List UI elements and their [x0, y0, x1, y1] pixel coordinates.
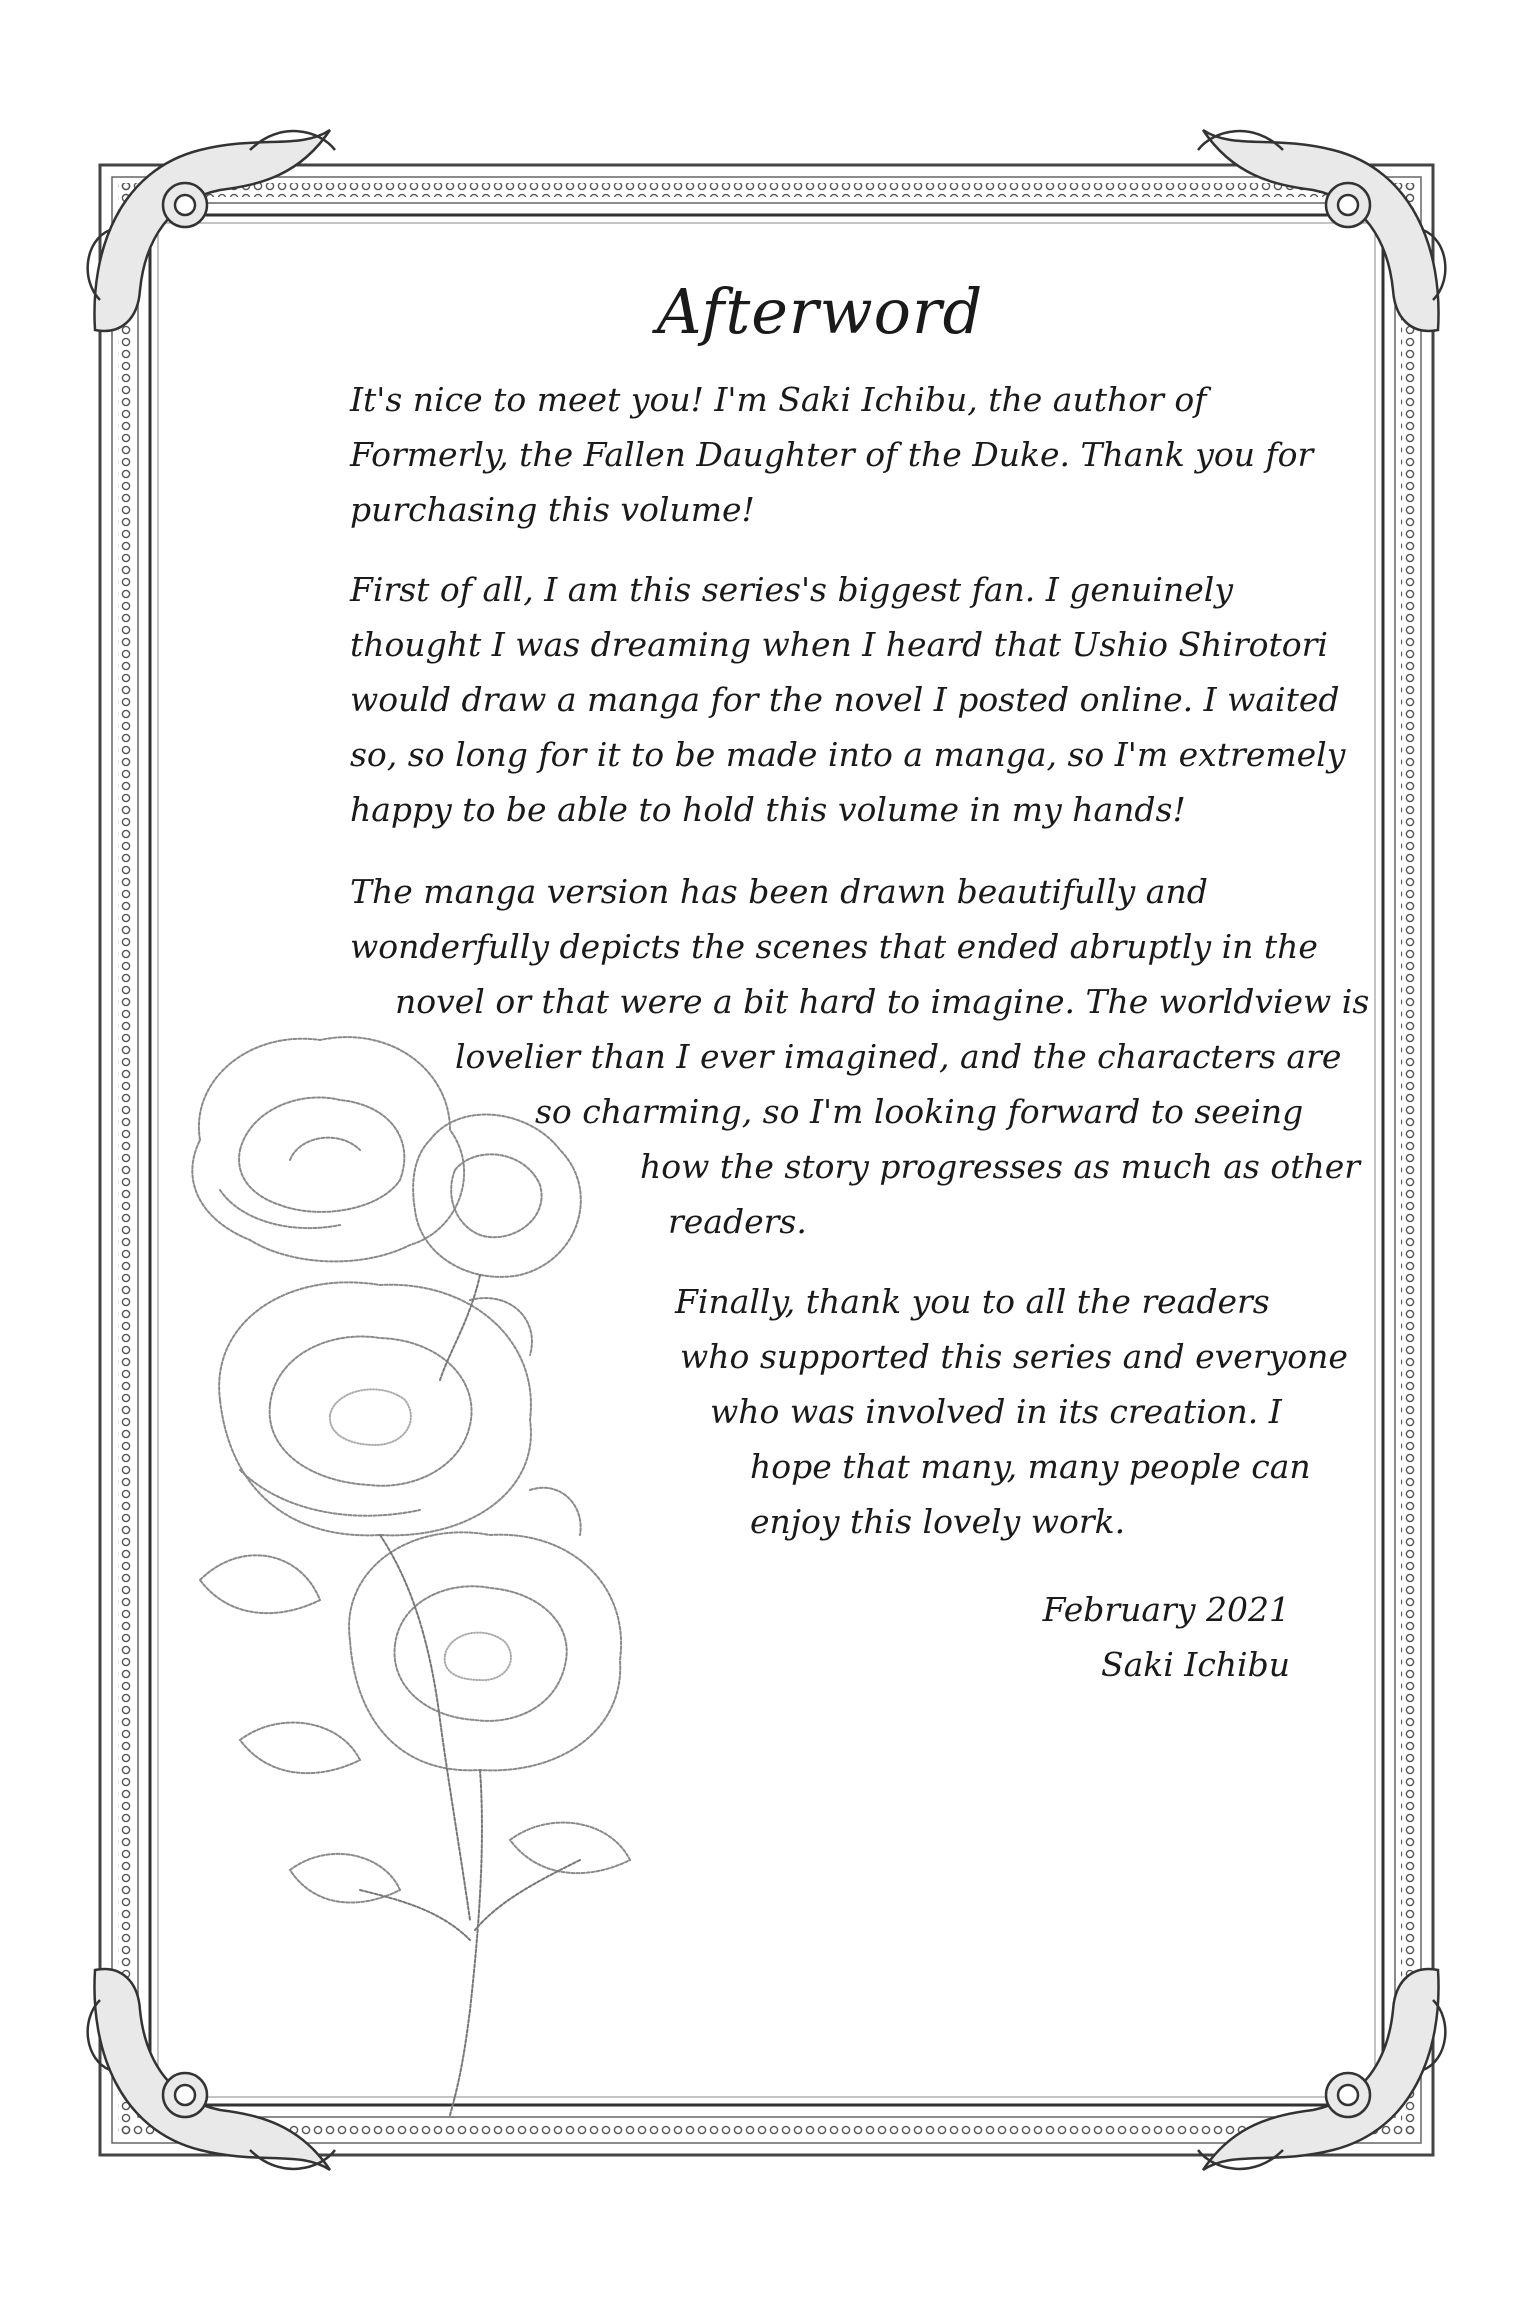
corner-ornament-top-left: [88, 130, 335, 331]
afterword-title: Afterword: [656, 275, 984, 348]
afterword-text: [350, 255, 1370, 1755]
paragraph-1-line-1: It's nice to meet you! I'm Saki Ichibu, the author of: [350, 380, 1207, 419]
paragraph-3-line-5: so charming, so I'm looking forward to seeing: [535, 1092, 1304, 1131]
afterword-date: February 2021: [1042, 1590, 1290, 1629]
paragraph-2-line-3: would draw a manga for the novel I posted online. I waited: [350, 680, 1340, 719]
paragraph-1-line-2: Formerly, the Fallen Daughter of the Duke. Thank you for: [350, 435, 1314, 474]
paragraph-1-line-3: purchasing this volume!: [350, 490, 755, 529]
paragraph-4-line-3: who was involved in its creation. I: [710, 1392, 1282, 1431]
paragraph-3-line-6: how the story progresses as much as other: [640, 1147, 1361, 1186]
paragraph-3-line-3: novel or that were a bit hard to imagine. The worldview is: [395, 982, 1370, 1021]
paragraph-3-line-2: wonderfully depicts the scenes that ended abruptly in the: [350, 927, 1318, 966]
paragraph-2-line-1: First of all, I am this series's biggest fan. I genuinely: [350, 570, 1233, 609]
paragraph-3-line-4: lovelier than I ever imagined, and the characters are: [455, 1037, 1342, 1076]
paragraph-2-line-5: happy to be able to hold this volume in my hands!: [350, 790, 1186, 829]
paragraph-3-line-1: The manga version has been drawn beautifully and: [350, 872, 1208, 911]
paragraph-3-line-7: readers.: [668, 1202, 807, 1241]
corner-ornament-bottom-right: [1198, 1969, 1445, 2170]
paragraph-4-line-5: enjoy this lovely work.: [750, 1502, 1126, 1541]
paragraph-2-line-4: so, so long for it to be made into a manga, so I'm extremely: [350, 735, 1346, 774]
paragraph-4-line-1: Finally, thank you to all the readers: [675, 1282, 1270, 1321]
paragraph-4-line-2: who supported this series and everyone: [680, 1337, 1348, 1376]
paragraph-4-line-4: hope that many, many people can: [750, 1447, 1311, 1486]
afterword-author: Saki Ichibu: [1100, 1645, 1290, 1684]
paragraph-2-line-2: thought I was dreaming when I heard that Ushio Shirotori: [350, 625, 1328, 664]
